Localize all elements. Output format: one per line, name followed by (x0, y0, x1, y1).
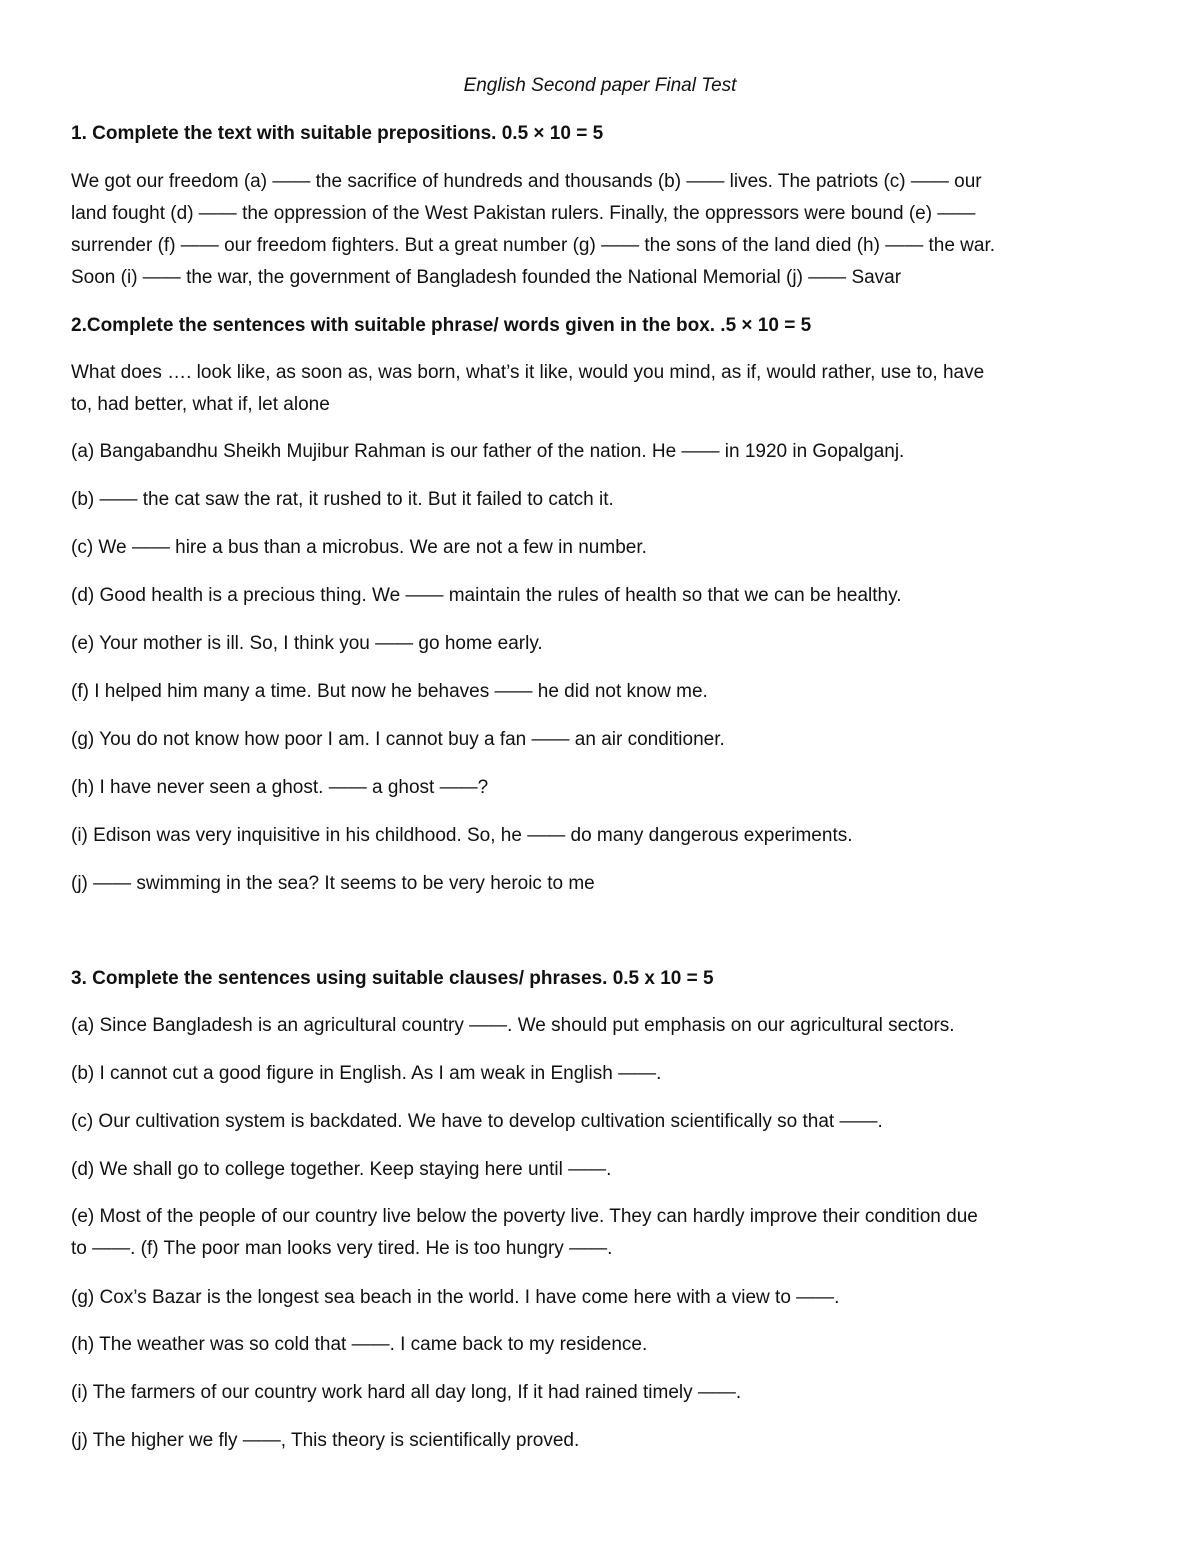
section-2-item-h: (h) I have never seen a ghost. —— a ghost ——? (71, 777, 489, 798)
section-2-word-box (71, 357, 1135, 421)
word-box-line: What does …. look like, as soon as, was born, what’s it like, would you mind, as if, would rather, use to, have (71, 362, 985, 383)
section-2-item-b: (b) —— the cat saw the rat, it rushed to it. But it failed to catch it. (71, 489, 614, 510)
section-2-item-e: (e) Your mother is ill. So, I think you —— go home early. (71, 633, 543, 654)
section-2-item-i: (i) Edison was very inquisitive in his childhood. So, he —— do many dangerous experiments. (71, 825, 853, 846)
section-3-item-a: (a) Since Bangladesh is an agricultural country ——. We should put emphasis on our agricultural sectors. (71, 1015, 955, 1036)
passage-line: land fought (d) —— the oppression of the West Pakistan rulers. Finally, the oppressors were bound (e) —— (71, 203, 976, 224)
section-3-item-h: (h) The weather was so cold that ——. I came back to my residence. (71, 1334, 648, 1355)
word-box-line: to, had better, what if, let alone (71, 394, 330, 415)
section-3-item-b: (b) I cannot cut a good figure in English. As I am weak in English ——. (71, 1063, 662, 1084)
section-3-item-i: (i) The farmers of our country work hard all day long, If it had rained timely ——. (71, 1382, 742, 1403)
section-3-item-d: (d) We shall go to college together. Keep staying here until ——. (71, 1159, 612, 1180)
section-2-item-d: (d) Good health is a precious thing. We —— maintain the rules of health so that we can be healthy. (71, 585, 902, 606)
section-3-item-c: (c) Our cultivation system is backdated. We have to develop cultivation scientifically so that ——. (71, 1111, 883, 1132)
passage-line: Soon (i) —— the war, the government of Bangladesh founded the National Memorial (j) —— Savar (71, 267, 902, 288)
item-line: to ——. (f) The poor man looks very tired. He is too hungry ——. (71, 1238, 613, 1259)
document-title: English Second paper Final Test (463, 75, 737, 96)
passage-line: We got our freedom (a) —— the sacrifice of hundreds and thousands (b) —— lives. The patriots (c) —— our (71, 171, 982, 192)
section-2-heading: 2.Complete the sentences with suitable phrase/ words given in the box. .5 × 10 = 5 (71, 315, 812, 336)
item-line: (e) Most of the people of our country live below the poverty live. They can hardly improve their condition due (71, 1206, 978, 1227)
section-3-item-e-f (71, 1201, 1135, 1265)
section-3-item-g: (g) Cox’s Bazar is the longest sea beach in the world. I have come here with a view to ——. (71, 1287, 840, 1308)
section-1-passage (71, 166, 1135, 294)
section-1-heading: 1. Complete the text with suitable prepositions. 0.5 × 10 = 5 (71, 123, 604, 144)
section-2-item-g: (g) You do not know how poor I am. I cannot buy a fan —— an air conditioner. (71, 729, 725, 750)
section-3-heading: 3. Complete the sentences using suitable clauses/ phrases. 0.5 x 10 = 5 (71, 968, 714, 989)
section-2-item-a: (a) Bangabandhu Sheikh Mujibur Rahman is our father of the nation. He —— in 1920 in Gopalganj. (71, 441, 905, 462)
section-3-item-j: (j) The higher we fly ——, This theory is scientifically proved. (71, 1430, 580, 1451)
section-2-item-f: (f) I helped him many a time. But now he behaves —— he did not know me. (71, 681, 708, 702)
section-2-item-c: (c) We —— hire a bus than a microbus. We are not a few in number. (71, 537, 647, 558)
passage-line: surrender (f) —— our freedom fighters. But a great number (g) —— the sons of the land died (h) —— the war. (71, 235, 996, 256)
section-2-item-j: (j) —— swimming in the sea? It seems to be very heroic to me (71, 873, 595, 894)
